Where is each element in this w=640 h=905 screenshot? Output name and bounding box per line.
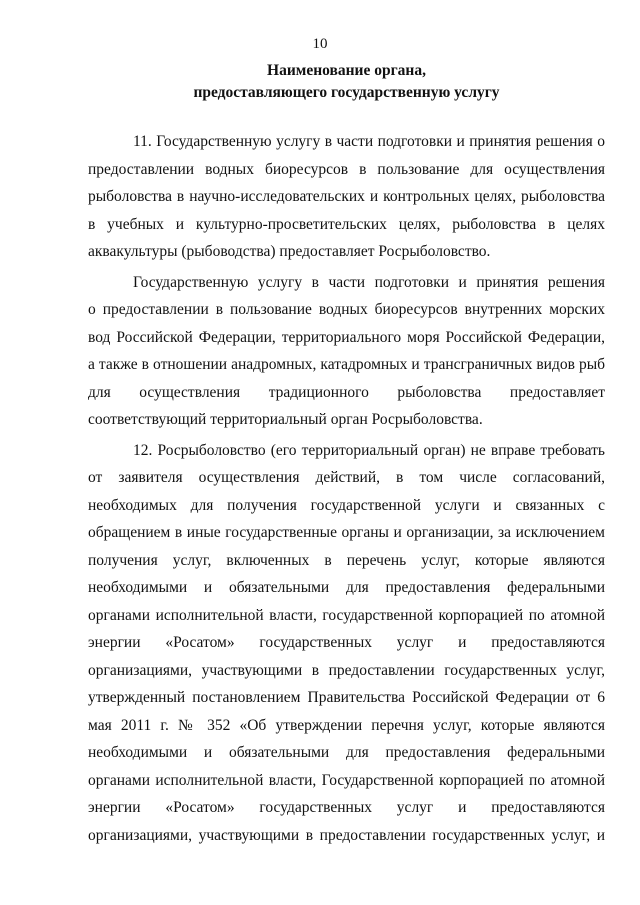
text-line: энергии «Росатом» государственных услуг и предоставляются [88, 799, 605, 816]
text-line: а также в отношении анадромных, катадромных и трансграничных видов рыб [88, 356, 605, 373]
text-line: органами исполнительной власти, государственной корпорацией по атомной [88, 606, 605, 624]
text-line: для осуществления традиционного рыболовства предоставляет [88, 383, 605, 401]
text-line: от заявителя осуществления действий, в том числе согласований, [88, 469, 605, 486]
paragraph-11 [88, 128, 605, 266]
text-line: получения услуг, включенных в перечень услуг, которые являются [88, 551, 605, 569]
text-line: необходимыми и обязательными для предоставления федеральными [88, 744, 605, 761]
document-body [88, 128, 605, 852]
page-number: 10 [312, 36, 328, 52]
text-line: организациями, участвующими в предоставлении государственных услуг, [88, 661, 605, 679]
paragraph-12 [88, 437, 605, 850]
text-line: Государственную услугу в части подготовки и принятия решения [133, 273, 605, 291]
text-line: организациями, участвующими в предоставлении государственных услуг, и [88, 826, 605, 844]
text-line: о предоставлении в пользование водных биоресурсов внутренних морских [88, 301, 605, 318]
text-line: энергии «Росатом» государственных услуг и предоставляются [88, 634, 605, 651]
text-line: необходимыми и обязательными для предоставления федеральными [88, 579, 605, 596]
text-line: рыболовства в научно-исследовательских и контрольных целях, рыболовства [88, 188, 605, 205]
text-line: утвержденный постановлением Правительства Российской Федерации от 6 [88, 689, 605, 706]
section-heading [88, 60, 605, 104]
text-line: мая 2011 г. № 352 «Об утверждении перечня услуг, которые являются [88, 716, 605, 734]
text-line: предоставлении водных биоресурсов в пользование для осуществления [88, 160, 605, 178]
heading-line: предоставляющего государственную услугу [193, 84, 500, 101]
paragraph-11-continued [88, 269, 605, 434]
text-line: соответствующий территориальный орган Росрыболовства. [88, 411, 483, 428]
text-line: аквакультуры (рыбоводства) предоставляет Росрыболовство. [88, 243, 491, 260]
text-line: органами исполнительной власти, Государственной корпорацией по атомной [88, 771, 605, 789]
text-line: 11. Государственную услугу в части подготовки и принятия решения о [133, 133, 605, 150]
text-line: обращением в иные государственные органы и организации, за исключением [88, 524, 605, 541]
text-line: вод Российской Федерации, территориального моря Российской Федерации, [88, 328, 605, 346]
text-line: необходимых для получения государственной услуги и связанных с [88, 496, 605, 514]
heading-line: Наименование органа, [267, 62, 426, 79]
text-line: в учебных и культурно-просветительских целях, рыболовства в целях [88, 215, 605, 233]
text-line: 12. Росрыболовство (его территориальный орган) не вправе требовать [133, 441, 605, 459]
